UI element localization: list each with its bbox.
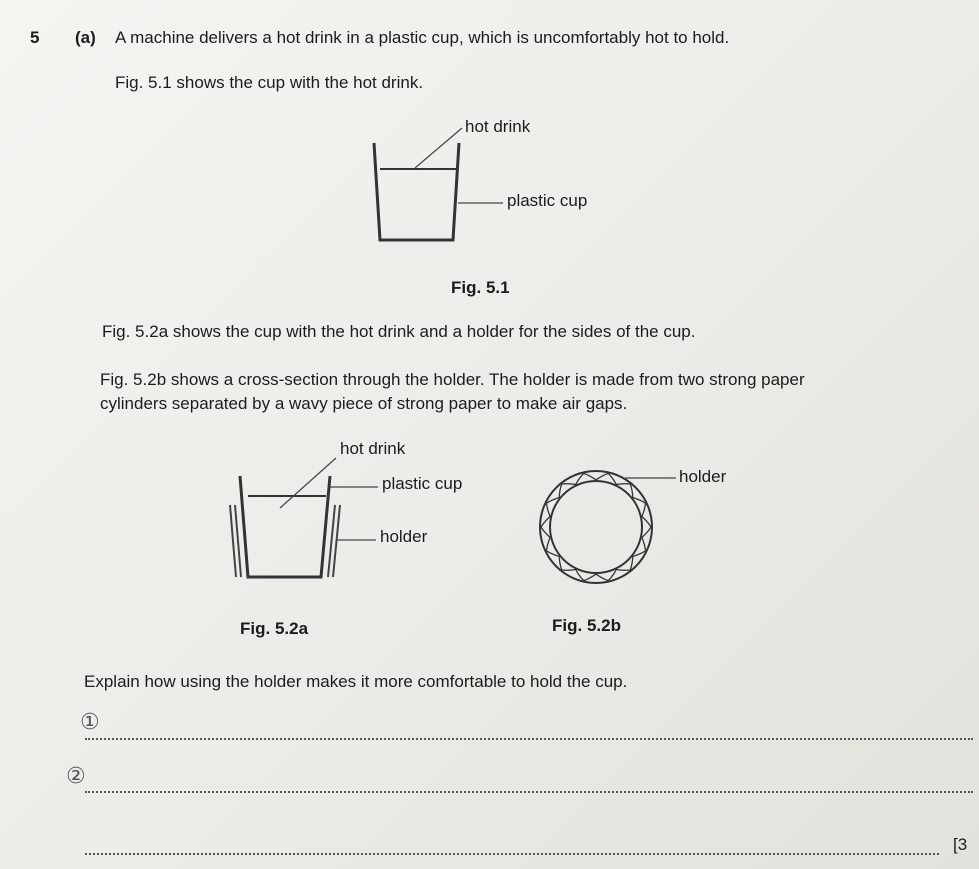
marks-allocation: [3 — [953, 835, 968, 854]
fig2a-label-plastic-cup: plastic cup — [382, 474, 463, 493]
fig2b-holder-cross-section — [540, 471, 652, 583]
question-part: (a) — [75, 28, 96, 47]
fig2b-intro-line2: cylinders separated by a wavy piece of strong paper to make air gaps. — [100, 394, 628, 413]
fig2b-intro-line1: Fig. 5.2b shows a cross-section through the holder. The holder is made from two strong paper — [100, 370, 805, 389]
handwritten-mark-2: ② — [66, 764, 86, 789]
fig2a-label-holder: holder — [380, 527, 428, 546]
fig1-label-plastic-cup: plastic cup — [507, 191, 588, 210]
fig2b-label-holder: holder — [679, 467, 727, 486]
answer-line-2[interactable] — [85, 791, 973, 793]
fig2a-cup — [240, 476, 330, 577]
fig2a-label-hot-drink: hot drink — [340, 439, 406, 458]
answer-line-1[interactable] — [85, 738, 973, 740]
fig2b-caption: Fig. 5.2b — [552, 616, 621, 635]
question-number: 5 — [30, 28, 40, 47]
fig2a-caption: Fig. 5.2a — [240, 619, 309, 638]
fig1-label-hot-drink: hot drink — [465, 117, 531, 136]
fig1-caption: Fig. 5.1 — [451, 278, 510, 297]
fig1-intro: Fig. 5.1 shows the cup with the hot drink. — [115, 73, 424, 92]
fig2a-intro: Fig. 5.2a shows the cup with the hot drink and a holder for the sides of the cup. — [102, 322, 696, 341]
answer-line-3[interactable] — [85, 853, 939, 855]
fig2b-wavy-paper — [541, 473, 651, 580]
question-intro: A machine delivers a hot drink in a plastic cup, which is uncomfortably hot to hold. — [115, 28, 730, 47]
handwritten-mark-1: ① — [80, 710, 100, 735]
question-prompt: Explain how using the holder makes it more comfortable to hold the cup. — [84, 672, 628, 691]
